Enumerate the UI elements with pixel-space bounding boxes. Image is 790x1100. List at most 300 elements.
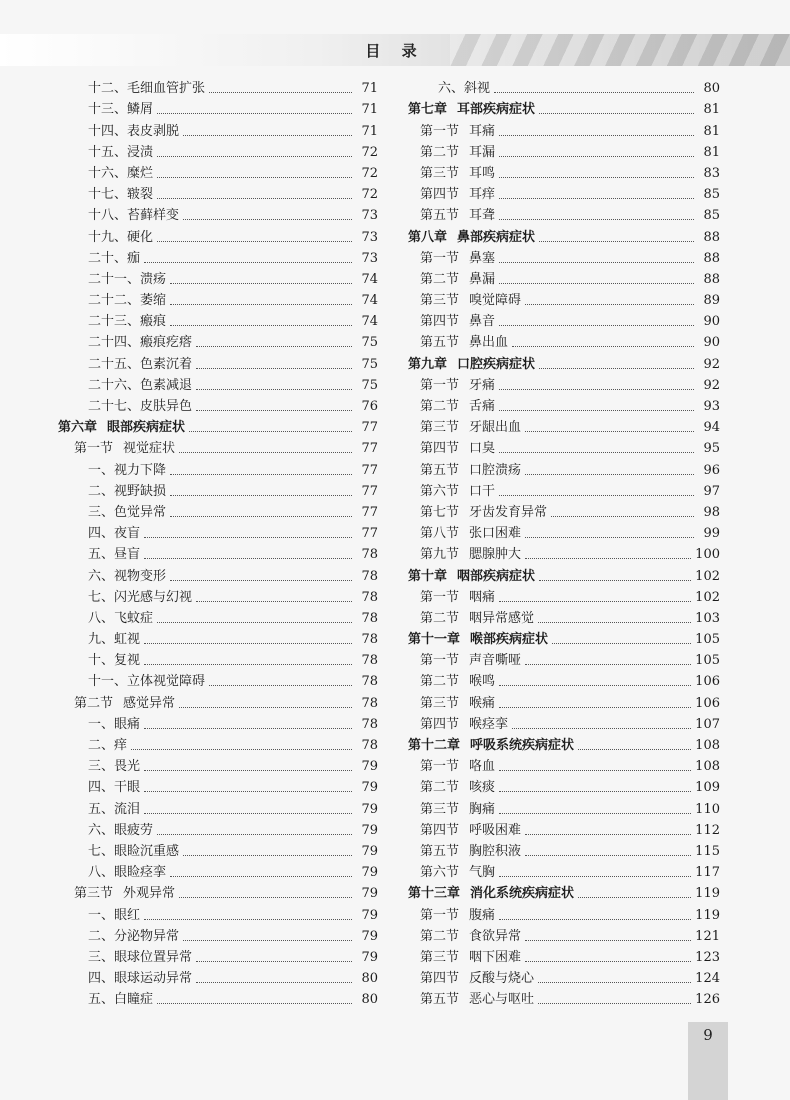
toc-entry-label [420, 611, 534, 627]
entry-page-number: 96 [703, 462, 720, 478]
entry-page-number: 110 [695, 801, 720, 817]
toc-entry-section [408, 288, 720, 309]
toc-entry-label [88, 780, 140, 796]
toc-entry-section [408, 330, 720, 351]
toc-entry-item [58, 288, 378, 309]
toc-entry-label [88, 314, 166, 330]
toc-entry-label [88, 484, 166, 500]
toc-entry-label [420, 696, 495, 712]
entry-page-number: 71 [361, 102, 378, 118]
toc-entry-section [408, 309, 720, 330]
toc-entry-item [58, 267, 378, 288]
toc-entry-item [58, 712, 378, 733]
entry-page-number: 85 [703, 187, 720, 203]
dot-leader [499, 684, 691, 686]
dot-leader [170, 579, 352, 581]
toc-entry-section [408, 775, 720, 796]
chapter-number: 第七章 [408, 102, 448, 118]
page-title: 目 录 [365, 42, 425, 60]
entry-title: 张口困难 [469, 526, 522, 542]
section-number: 第五节 [420, 335, 460, 351]
toc-entry-item [58, 818, 378, 839]
toc-entry-section [408, 690, 720, 711]
entry-title: 咽痛 [469, 589, 496, 605]
dot-leader [170, 303, 352, 305]
entry-title: 鼻塞 [469, 250, 496, 266]
dot-leader [499, 388, 694, 390]
entry-title: 舌痛 [469, 399, 496, 414]
toc-entry-label [88, 81, 205, 97]
toc-entry-section [408, 796, 720, 817]
entry-page-number: 78 [361, 695, 378, 711]
entry-title: 二十、痂 [88, 250, 141, 266]
dot-leader [538, 621, 691, 623]
dot-leader [157, 1002, 352, 1004]
dot-leader [525, 939, 691, 941]
entry-title: 四、夜盲 [88, 526, 141, 542]
entry-title: 眼部疾病症状 [107, 420, 186, 436]
dot-leader [144, 536, 352, 538]
entry-title: 十一、立体视觉障碍 [88, 674, 206, 690]
entry-page-number: 77 [361, 483, 378, 499]
entry-title: 二十六、色素减退 [88, 377, 193, 393]
dot-leader [499, 155, 694, 157]
toc-entry-item [58, 394, 378, 415]
toc-entry-section [408, 585, 720, 606]
toc-entry-label [88, 590, 192, 606]
entry-page-number: 79 [361, 843, 378, 859]
toc-entry-label [420, 950, 521, 966]
entry-page-number: 105 [695, 632, 720, 648]
section-number: 第二节 [420, 399, 460, 414]
toc-entry-chapter [58, 415, 378, 436]
section-number: 第四节 [420, 187, 460, 203]
entry-page-number: 107 [695, 716, 720, 732]
dot-leader [499, 875, 691, 877]
dot-leader [494, 91, 694, 93]
toc-entry-section [408, 203, 720, 224]
toc-entry-label [88, 569, 166, 585]
entry-title: 呼吸系统疾病症状 [470, 738, 575, 753]
dot-leader [196, 600, 352, 602]
toc-entry-label [88, 611, 153, 627]
toc-entry-label [408, 357, 535, 373]
entry-title: 十四、表皮剥脱 [88, 123, 180, 139]
toc-entry-label [420, 124, 495, 140]
dot-leader [170, 324, 352, 326]
entry-page-number: 72 [361, 187, 378, 203]
entry-page-number: 79 [361, 928, 378, 944]
entry-title: 十五、浸渍 [88, 144, 154, 160]
dot-leader [525, 473, 694, 475]
entry-page-number: 75 [361, 335, 378, 351]
entry-title: 五、昼盲 [88, 547, 141, 563]
section-number: 第四节 [420, 441, 460, 457]
section-number: 第三节 [420, 293, 460, 309]
toc-entry-item [58, 902, 378, 923]
toc-entry-label [420, 759, 495, 775]
entry-title: 耳痒 [469, 187, 496, 203]
entry-title: 五、流泪 [88, 801, 141, 817]
toc-entry-label [88, 230, 153, 246]
entry-title: 消化系统疾病症状 [470, 886, 575, 902]
toc-entry-section [408, 754, 720, 775]
dot-leader [499, 218, 694, 220]
toc-entry-label [88, 166, 153, 182]
entry-title: 三、眼球位置异常 [88, 949, 193, 965]
toc-entry-label [88, 251, 140, 267]
section-number: 第二节 [420, 610, 460, 626]
dot-leader [144, 642, 352, 644]
toc-entry-item [58, 945, 378, 966]
section-number: 第一节 [420, 907, 460, 923]
toc-entry-chapter [408, 733, 720, 754]
section-number: 第三节 [74, 886, 114, 902]
toc-entry-section [408, 818, 720, 839]
toc-entry-chapter [408, 563, 720, 584]
entry-page-number: 93 [703, 399, 720, 414]
section-number: 第四节 [420, 971, 460, 987]
entry-title: 咯血 [469, 759, 496, 775]
toc-entry-label [88, 187, 153, 203]
toc-entry-section [408, 140, 720, 161]
entry-page-number: 77 [361, 526, 378, 542]
toc-entry-section [408, 521, 720, 542]
entry-page-number: 95 [703, 441, 720, 457]
dot-leader [196, 409, 352, 411]
toc-entry-label [88, 378, 192, 394]
toc-entry-item [58, 373, 378, 394]
entry-page-number: 78 [361, 716, 378, 732]
section-number: 第三节 [420, 695, 460, 711]
toc-entry-label [88, 992, 153, 1008]
dot-leader [499, 451, 694, 453]
dot-leader [525, 303, 694, 305]
toc-entry-label [88, 950, 192, 966]
dot-leader [499, 176, 694, 178]
toc-entry-section [408, 394, 720, 415]
toc-entry-item [58, 775, 378, 796]
entry-title: 胸腔积液 [469, 843, 522, 859]
entry-title: 耳部疾病症状 [457, 102, 536, 118]
dot-leader [512, 345, 694, 347]
dot-leader [183, 939, 352, 941]
toc-entry-item [58, 203, 378, 224]
entry-page-number: 77 [361, 504, 378, 520]
section-number: 第二节 [420, 271, 460, 287]
toc-entry-label [420, 908, 495, 924]
toc-entry-item [58, 839, 378, 860]
entry-title: 六、视物变形 [88, 568, 167, 584]
dot-leader [538, 981, 691, 983]
toc-entry-label [420, 145, 495, 161]
entry-page-number: 90 [703, 314, 720, 330]
dot-leader [179, 451, 352, 453]
page-number: 9 [703, 1026, 713, 1044]
toc-entry-item [58, 224, 378, 245]
dot-leader [539, 579, 691, 581]
toc-entry-label [88, 802, 140, 818]
toc-entry-section [408, 606, 720, 627]
toc-entry-label [420, 335, 508, 351]
entry-title: 十八、苔藓样变 [88, 208, 180, 224]
toc-entry-label [88, 738, 127, 754]
entry-title: 八、眼睑痉挛 [88, 865, 167, 881]
entry-page-number: 119 [695, 886, 720, 902]
entry-page-number: 74 [361, 293, 378, 309]
toc-entry-label [88, 674, 205, 690]
toc-entry-section [408, 669, 720, 690]
entry-page-number: 85 [703, 208, 720, 224]
entry-page-number: 121 [695, 928, 720, 944]
entry-page-number: 92 [703, 377, 720, 393]
toc-entry-item [58, 606, 378, 627]
dot-leader [179, 896, 352, 898]
entry-page-number: 88 [703, 271, 720, 287]
toc-entry-section [408, 246, 720, 267]
entry-page-number: 102 [695, 589, 720, 605]
dot-leader [144, 790, 352, 792]
toc-entry-section [408, 542, 720, 563]
dot-leader [525, 854, 691, 856]
toc-entry-label [420, 251, 495, 267]
dot-leader [499, 134, 694, 136]
dot-leader [196, 981, 352, 983]
entry-page-number: 99 [703, 526, 720, 542]
toc-entry-label [420, 187, 495, 203]
entry-title: 一、眼红 [88, 907, 141, 923]
entry-page-number: 81 [703, 102, 720, 118]
entry-title: 喉痉挛 [469, 716, 509, 732]
entry-page-number: 100 [695, 547, 720, 563]
toc-entry-label [420, 293, 521, 309]
toc-entry-label [420, 463, 521, 479]
dot-leader [189, 430, 352, 432]
entry-page-number: 98 [703, 504, 720, 520]
entry-title: 咽异常感觉 [469, 610, 535, 626]
toc-entry-label [420, 378, 495, 394]
entry-page-number: 73 [361, 229, 378, 245]
entry-title: 十七、皲裂 [88, 187, 154, 203]
entry-page-number: 124 [695, 971, 720, 987]
entry-page-number: 94 [703, 420, 720, 436]
toc-entry-label [408, 230, 535, 246]
toc-entry-label [88, 293, 166, 309]
entry-title: 呼吸困难 [469, 822, 522, 838]
entry-page-number: 78 [361, 632, 378, 648]
entry-title: 胸痛 [469, 801, 496, 817]
dot-leader [551, 515, 694, 517]
entry-title: 耳鸣 [469, 165, 496, 181]
dot-leader [196, 345, 352, 347]
dot-leader [499, 812, 691, 814]
toc-entry-label [408, 102, 535, 118]
toc-entry-section [408, 860, 720, 881]
dot-leader [538, 1002, 691, 1004]
dot-leader [170, 494, 352, 496]
toc-entry-label [88, 505, 166, 521]
toc-entry-label [88, 124, 179, 140]
entry-title: 咽部疾病症状 [457, 568, 536, 584]
toc-entry-section [408, 987, 720, 1008]
dot-leader [144, 261, 352, 263]
entry-title: 二十四、瘢痕疙瘩 [88, 335, 193, 351]
toc-entry-item [58, 309, 378, 330]
toc-entry-label [88, 823, 153, 839]
entry-title: 外观异常 [123, 886, 176, 902]
section-number: 第三节 [420, 420, 460, 436]
dot-leader [499, 600, 691, 602]
dot-leader [525, 430, 694, 432]
section-number: 第四节 [420, 314, 460, 330]
chapter-number: 第十章 [408, 568, 448, 584]
entry-page-number: 117 [695, 865, 720, 881]
toc-entry-section [408, 902, 720, 923]
section-number: 第六节 [420, 865, 460, 881]
dot-leader [144, 663, 352, 665]
toc-entry-label [420, 653, 521, 669]
entry-title: 三、畏光 [88, 759, 141, 775]
toc-entry-label [420, 272, 495, 288]
entry-page-number: 75 [361, 377, 378, 393]
entry-page-number: 72 [361, 144, 378, 160]
entry-page-number: 108 [695, 759, 720, 775]
dot-leader [539, 367, 694, 369]
entry-page-number: 108 [695, 738, 720, 753]
entry-title: 鼻漏 [469, 271, 496, 287]
entry-page-number: 109 [695, 780, 720, 796]
dot-leader [144, 769, 352, 771]
entry-title: 腮腺肿大 [469, 547, 522, 563]
dot-leader [170, 875, 352, 877]
section-number: 第一节 [74, 441, 114, 457]
entry-page-number: 79 [361, 886, 378, 902]
entry-page-number: 103 [695, 610, 720, 626]
entry-page-number: 74 [361, 271, 378, 287]
chapter-number: 第十一章 [408, 632, 461, 648]
toc-entry-label [420, 314, 495, 330]
entry-page-number: 80 [703, 81, 720, 97]
toc-entry-item [408, 76, 720, 97]
entry-page-number: 78 [361, 738, 378, 753]
toc-entry-section [408, 267, 720, 288]
chapter-number: 第十二章 [408, 738, 461, 753]
dot-leader [144, 918, 352, 920]
entry-page-number: 79 [361, 822, 378, 838]
dot-leader [499, 918, 691, 920]
section-number: 第九节 [420, 547, 460, 563]
entry-title: 耳痛 [469, 123, 496, 139]
entry-page-number: 105 [695, 653, 720, 669]
toc-entry-label [88, 335, 192, 351]
section-number: 第二节 [420, 928, 460, 944]
entry-page-number: 73 [361, 208, 378, 224]
entry-title: 七、眼睑沉重感 [88, 843, 180, 859]
entry-title: 视觉症状 [123, 441, 176, 457]
toc-entry-item [58, 457, 378, 478]
entry-title: 二、痒 [88, 738, 128, 753]
entry-page-number: 89 [703, 293, 720, 309]
entry-title: 四、眼球运动异常 [88, 971, 193, 987]
section-number: 第二节 [74, 695, 114, 711]
entry-title: 鼻部疾病症状 [457, 229, 536, 245]
dot-leader [183, 134, 352, 136]
toc-entry-item [58, 860, 378, 881]
entry-page-number: 79 [361, 949, 378, 965]
dot-leader [196, 388, 352, 390]
toc-entry-item [58, 500, 378, 521]
section-number: 第一节 [420, 123, 460, 139]
entry-title: 鼻出血 [469, 335, 509, 351]
entry-page-number: 78 [361, 589, 378, 605]
toc-entry-item [58, 479, 378, 500]
toc-entry-label [88, 865, 166, 881]
entry-title: 耳聋 [469, 208, 496, 224]
chapter-number: 第八章 [408, 229, 448, 245]
section-number: 第五节 [420, 843, 460, 859]
toc-entry-item [58, 351, 378, 372]
toc-entry-item [58, 754, 378, 775]
toc-entry-label [420, 166, 495, 182]
toc-entry-section [408, 161, 720, 182]
dot-leader [157, 155, 352, 157]
toc-entry-section [408, 839, 720, 860]
dot-leader [525, 536, 694, 538]
entry-title: 十三、鳞屑 [88, 102, 154, 118]
toc-entry-item [58, 648, 378, 669]
dot-leader [578, 896, 691, 898]
toc-entry-section [58, 690, 378, 711]
entry-title: 四、干眼 [88, 780, 141, 796]
entry-page-number: 88 [703, 250, 720, 266]
toc-entry-label [420, 208, 495, 224]
toc-entry-label [420, 971, 534, 987]
toc-entry-section [408, 712, 720, 733]
entry-title: 喉痛 [469, 695, 496, 711]
dot-leader [499, 261, 694, 263]
entry-page-number: 72 [361, 165, 378, 181]
entry-title: 九、虹视 [88, 632, 141, 648]
toc-entry-label [88, 929, 179, 945]
toc-entry-section [408, 436, 720, 457]
toc-entry-label [74, 441, 175, 457]
toc-entry-label [408, 569, 535, 585]
dot-leader [499, 324, 694, 326]
toc-entry-item [58, 118, 378, 139]
dot-leader [499, 769, 691, 771]
toc-entry-label [420, 992, 534, 1008]
section-number: 第一节 [420, 377, 460, 393]
entry-title: 咳痰 [469, 780, 496, 796]
entry-title: 八、飞蚊症 [88, 610, 154, 626]
entry-page-number: 77 [361, 462, 378, 478]
entry-page-number: 126 [695, 992, 720, 1008]
toc-entry-section [408, 118, 720, 139]
entry-title: 口腔疾病症状 [457, 356, 536, 372]
section-number: 第三节 [420, 801, 460, 817]
entry-page-number: 79 [361, 759, 378, 775]
entry-page-number: 78 [361, 568, 378, 584]
toc-entry-item [58, 669, 378, 690]
dot-leader [144, 557, 352, 559]
toc-entry-label [408, 738, 574, 754]
dot-leader [157, 240, 352, 242]
entry-title: 嗅觉障碍 [469, 293, 522, 309]
toc-entry-label [88, 463, 166, 479]
toc-right-column [408, 76, 720, 1008]
section-number: 第三节 [420, 165, 460, 181]
section-number: 第七节 [420, 504, 460, 520]
